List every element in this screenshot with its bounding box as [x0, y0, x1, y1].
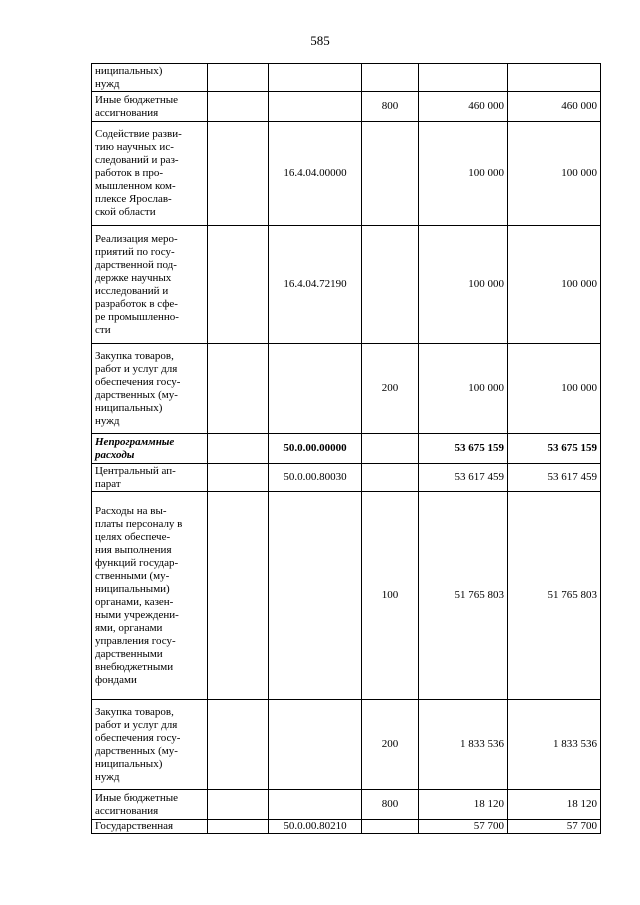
row-name-line: приятий по госу-: [95, 245, 175, 258]
empty-cell: [208, 700, 269, 790]
row-amount-cell: [419, 64, 508, 92]
row-name-line: дарственными: [95, 647, 163, 660]
row-name-cell: [92, 226, 208, 344]
row-expense-type-cell: 800: [362, 92, 419, 122]
row-name-line: Иные бюджетные: [95, 791, 179, 804]
empty-cell: [208, 344, 269, 434]
row-name-cell: [92, 434, 208, 464]
row-name-line: ской области: [95, 206, 156, 218]
row-name-line: обеспечения госу-: [95, 731, 181, 744]
row-name-line: обеспечения госу-: [95, 375, 181, 388]
row-code-cell: [269, 64, 362, 92]
row-code-cell: [269, 700, 362, 790]
row-amount-cell: 1 833 536: [508, 700, 601, 790]
row-name-line: фондами: [95, 673, 137, 686]
row-name-line: ственными (му-: [95, 569, 170, 582]
row-name-line: ниципальных): [95, 401, 163, 414]
row-amount-cell: 100 000: [419, 122, 508, 226]
row-amount-cell: 53 617 459: [508, 464, 601, 492]
row-name-line: внебюджетными: [95, 660, 174, 673]
row-amount-cell: 53 675 159: [508, 434, 601, 464]
row-name-line: ниципальных): [95, 757, 163, 770]
row-name-line: Закупка товаров,: [95, 349, 174, 362]
row-name-line: ния выполнения: [95, 543, 172, 556]
row-amount-cell: 51 765 803: [508, 492, 601, 700]
row-code-cell: 50.0.00.80030: [269, 464, 362, 492]
row-name-line: ассигнования: [95, 804, 159, 817]
row-name-cell: [92, 464, 208, 492]
empty-cell: [208, 820, 269, 834]
row-name-line: ре промышленно-: [95, 310, 179, 323]
row-name-line: Содействие разви-: [95, 128, 182, 140]
row-expense-type-cell: [362, 464, 419, 492]
row-name-line: управления госу-: [95, 634, 176, 647]
row-name-cell: [92, 344, 208, 434]
row-amount-cell: 18 120: [508, 790, 601, 820]
empty-cell: [208, 790, 269, 820]
page-number: 585: [310, 33, 330, 48]
row-name-line: держке научных: [95, 271, 172, 284]
row-code-cell: [269, 344, 362, 434]
row-code-cell: [269, 492, 362, 700]
row-name-line: Иные бюджетные: [95, 93, 179, 106]
row-expense-type-cell: [362, 64, 419, 92]
row-name-line: ными учреждени-: [95, 608, 179, 621]
row-name-line: платы персоналу в: [95, 517, 183, 530]
row-name-line: нужд: [95, 770, 120, 783]
row-amount-cell: 1 833 536: [419, 700, 508, 790]
row-name-line: исследований и: [95, 284, 169, 297]
row-name-line: ями, органами: [95, 621, 163, 634]
row-expense-type-cell: 800: [362, 790, 419, 820]
row-name-line: ниципальных): [95, 64, 163, 77]
row-name-line: нужд: [95, 414, 120, 427]
table-row: [92, 492, 601, 700]
row-name-line: тию научных ис-: [95, 141, 174, 153]
row-name-line: Реализация меро-: [95, 232, 178, 245]
row-name-line: Непрограммные: [95, 435, 175, 448]
row-code-cell: [269, 92, 362, 122]
row-name-line: Государственная: [95, 820, 174, 832]
row-name-line: нужд: [95, 77, 120, 90]
row-name-cell: [92, 820, 208, 834]
row-name-line: функций государ-: [95, 556, 179, 569]
row-name-line: Закупка товаров,: [95, 705, 174, 718]
row-name-line: работ и услуг для: [95, 718, 178, 731]
row-code-cell: 50.0.00.00000: [269, 434, 362, 464]
row-name-line: Расходы на вы-: [95, 504, 167, 517]
row-amount-cell: 57 700: [508, 820, 601, 834]
row-name-line: расходы: [95, 448, 135, 461]
table-row: [92, 344, 601, 434]
row-amount-cell: 460 000: [419, 92, 508, 122]
row-amount-cell: 460 000: [508, 92, 601, 122]
empty-cell: [208, 226, 269, 344]
row-name-line: целях обеспече-: [95, 530, 171, 543]
table-row: [92, 122, 601, 226]
row-name-cell: [92, 64, 208, 92]
table-row: [92, 464, 601, 492]
row-name-line: работ и услуг для: [95, 362, 178, 375]
row-name-cell: [92, 492, 208, 700]
row-expense-type-cell: [362, 226, 419, 344]
row-amount-cell: [508, 64, 601, 92]
row-amount-cell: 53 675 159: [419, 434, 508, 464]
row-name-line: разработок в сфе-: [95, 297, 178, 310]
row-name-line: сти: [95, 323, 111, 336]
row-expense-type-cell: 200: [362, 344, 419, 434]
empty-cell: [208, 64, 269, 92]
row-code-cell: 16.4.04.00000: [269, 122, 362, 226]
row-name-line: ассигнования: [95, 106, 159, 119]
row-name-line: следований и раз-: [95, 154, 179, 166]
row-expense-type-cell: 200: [362, 700, 419, 790]
table-row: [92, 64, 601, 92]
row-name-line: работок в про-: [95, 167, 164, 179]
row-amount-cell: 100 000: [508, 344, 601, 434]
empty-cell: [208, 464, 269, 492]
row-amount-cell: 100 000: [419, 226, 508, 344]
row-code-cell: 50.0.00.80210: [269, 820, 362, 834]
row-name-line: парат: [95, 477, 121, 490]
row-name-line: Центральный ап-: [95, 464, 176, 477]
row-name-line: дарственных (му-: [95, 388, 178, 401]
row-amount-cell: 51 765 803: [419, 492, 508, 700]
row-expense-type-cell: [362, 820, 419, 834]
row-name-cell: [92, 92, 208, 122]
table-row: [92, 820, 601, 834]
row-amount-cell: 100 000: [508, 226, 601, 344]
row-amount-cell: 100 000: [508, 122, 601, 226]
row-name-line: плексе Ярослав-: [95, 193, 172, 205]
row-amount-cell: 57 700: [419, 820, 508, 834]
budget-table: [91, 63, 601, 834]
row-name-line: дарственных (му-: [95, 744, 178, 757]
row-code-cell: 16.4.04.72190: [269, 226, 362, 344]
row-name-line: дарственной под-: [95, 258, 177, 271]
budget-table-body: [92, 64, 601, 834]
row-amount-cell: 53 617 459: [419, 464, 508, 492]
table-row: [92, 434, 601, 464]
row-name-line: мышленном ком-: [95, 180, 176, 192]
row-amount-cell: 18 120: [419, 790, 508, 820]
empty-cell: [208, 492, 269, 700]
row-expense-type-cell: [362, 434, 419, 464]
table-row: [92, 226, 601, 344]
empty-cell: [208, 92, 269, 122]
table-row: [92, 700, 601, 790]
row-expense-type-cell: [362, 122, 419, 226]
row-code-cell: [269, 790, 362, 820]
row-name-cell: [92, 122, 208, 226]
row-expense-type-cell: 100: [362, 492, 419, 700]
row-amount-cell: 100 000: [419, 344, 508, 434]
table-row: [92, 92, 601, 122]
row-name-cell: [92, 790, 208, 820]
row-name-line: ниципальными): [95, 582, 170, 595]
empty-cell: [208, 122, 269, 226]
table-row: [92, 790, 601, 820]
row-name-line: органами, казен-: [95, 595, 174, 608]
empty-cell: [208, 434, 269, 464]
row-name-cell: [92, 700, 208, 790]
